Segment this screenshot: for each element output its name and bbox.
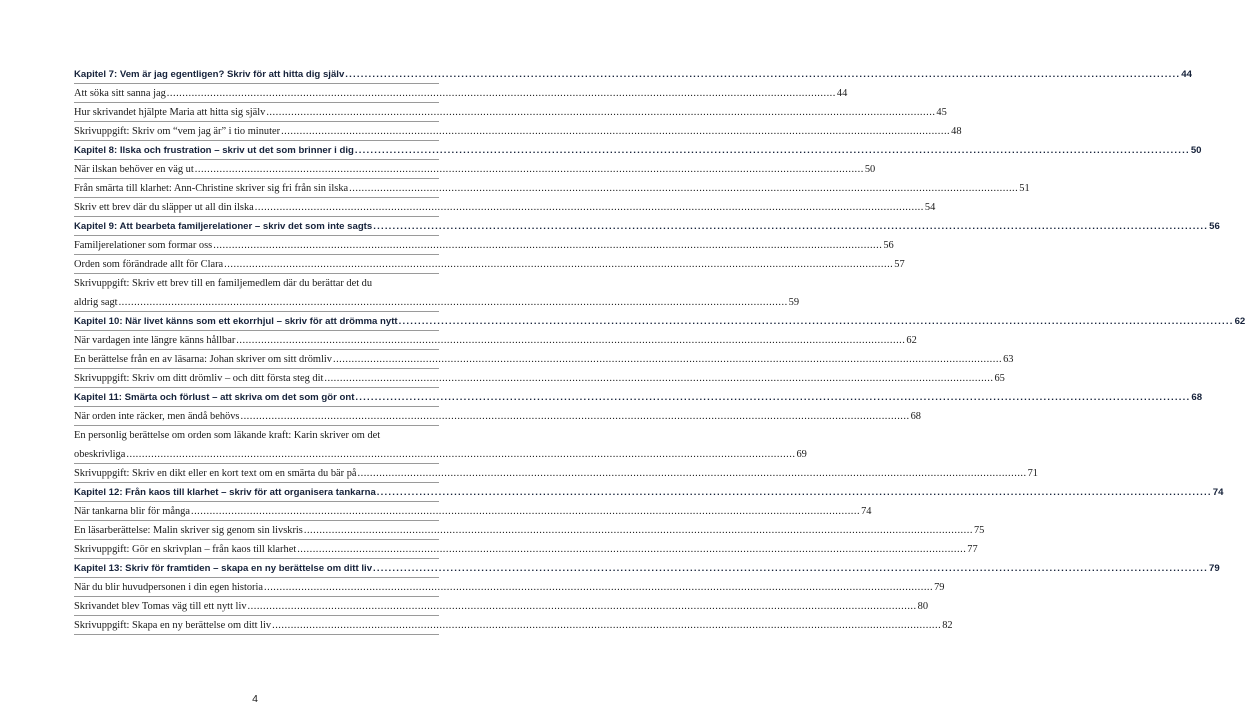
toc-entry-page-number: 44 — [836, 88, 848, 99]
toc-entry-title-line1: En personlig berättelse om orden som läkande kraft: Karin skriver om det — [74, 430, 381, 441]
toc-entry-title: Orden som förändrade allt för Clara — [74, 259, 224, 270]
toc-entry-page-number: 56 — [1209, 221, 1220, 232]
dot-leader — [377, 483, 1212, 502]
toc-chapter-entry[interactable] — [74, 312, 1245, 331]
toc-entry-title: Från smärta till klarhet: Ann-Christine skriver sig fri från sin ilska — [74, 183, 349, 194]
toc-entry-title: Kapitel 12: Från kaos till klarhet – skriv för att organisera tankarna — [74, 487, 376, 498]
dot-leader — [281, 122, 950, 141]
toc-entry-page-number: 71 — [1027, 468, 1038, 479]
toc-entry-title: Kapitel 13: Skriv för framtiden – skapa en ny berättelse om ditt liv — [74, 563, 373, 574]
dot-leader — [119, 293, 788, 312]
toc-entry-title: Kapitel 11: Smärta och förlust – att skriva om det som gör ont — [74, 392, 355, 403]
toc-entry-title: obeskrivliga — [74, 449, 126, 460]
toc-entry-page-number: 79 — [934, 582, 945, 593]
dot-leader — [349, 179, 1018, 198]
toc-entry-page-number: 68 — [1191, 392, 1203, 403]
dot-leader — [358, 464, 1027, 483]
toc-entry-title: Att söka sitt sanna jag — [74, 88, 166, 99]
toc-entry-page-number: 75 — [973, 525, 985, 536]
toc-entry-page-number: 82 — [942, 620, 953, 631]
dot-leader — [236, 331, 905, 350]
dot-leader — [126, 445, 795, 464]
toc-entry-page-number: 74 — [1212, 487, 1224, 498]
toc-entry-title: En läsarberättelse: Malin skriver sig genom sin livskris — [74, 525, 303, 536]
toc-section-entry[interactable] — [74, 502, 872, 521]
toc-section-entry[interactable] — [74, 407, 921, 426]
dot-leader — [355, 141, 1190, 160]
toc-entry-page-number: 56 — [883, 240, 894, 251]
toc-entry-title: Kapitel 10: När livet känns som ett ekorrhjul – skriv för att drömma nytt — [74, 316, 398, 327]
page-number: 4 — [252, 693, 258, 705]
toc-section-entry[interactable] — [74, 274, 800, 312]
toc-entry-title: Familjerelationer som formar oss — [74, 240, 213, 251]
toc-entry-page-number: 62 — [906, 335, 917, 346]
toc-section-entry[interactable] — [74, 255, 905, 274]
toc-entry-page-number: 68 — [910, 411, 921, 422]
toc-entry-title: Kapitel 8: Ilska och frustration – skriv ut det som brinner i dig — [74, 145, 354, 156]
toc-entry-title: aldrig sagt — [74, 297, 118, 308]
toc-entry-page-number: 54 — [924, 202, 936, 213]
toc-section-entry[interactable] — [74, 369, 1005, 388]
toc-section-entry[interactable] — [74, 540, 978, 559]
toc-entry-page-number: 79 — [1208, 563, 1220, 574]
dot-leader — [195, 160, 864, 179]
toc-section-entry[interactable] — [74, 578, 945, 597]
toc-chapter-entry[interactable] — [74, 388, 1203, 407]
dot-leader — [248, 597, 917, 616]
toc-entry-page-number: 44 — [1181, 69, 1192, 80]
toc-entry-page-number: 48 — [951, 126, 962, 137]
toc-entry-title: När orden inte räcker, men ändå behövs — [74, 411, 240, 422]
toc-section-entry[interactable] — [74, 179, 1030, 198]
toc-entry-page-number: 77 — [967, 544, 978, 555]
toc-section-entry[interactable] — [74, 84, 848, 103]
dot-leader — [345, 65, 1180, 84]
dot-leader — [266, 103, 935, 122]
dot-leader — [224, 255, 893, 274]
dot-leader — [373, 217, 1208, 236]
toc-section-entry[interactable] — [74, 616, 953, 635]
toc-section-entry[interactable] — [74, 350, 1014, 369]
toc-entry-page-number: 74 — [861, 506, 872, 517]
toc-section-entry[interactable] — [74, 122, 962, 141]
dot-leader — [399, 312, 1234, 331]
toc-entry-title: Kapitel 9: Att bearbeta familjerelationer – skriv det som inte sagts — [74, 221, 373, 232]
toc-section-entry[interactable] — [74, 160, 876, 179]
dot-leader — [272, 616, 941, 635]
toc-entry-title: En berättelse från en av läsarna: Johan skriver om sitt drömliv — [74, 354, 332, 365]
dot-leader — [324, 369, 993, 388]
toc-section-entry[interactable] — [74, 521, 985, 540]
toc-entry-page-number: 63 — [1003, 354, 1014, 365]
toc-entry-title: När ilskan behöver en väg ut — [74, 164, 194, 175]
toc-entry-title: Hur skrivandet hjälpte Maria att hitta sig själv — [74, 107, 266, 118]
toc-entry-title: Skriv ett brev där du släpper ut all din ilska — [74, 202, 254, 213]
toc-entry-page-number: 62 — [1234, 316, 1245, 327]
toc-entry-page-number: 51 — [1019, 183, 1030, 194]
toc-entry-page-number: 57 — [894, 259, 905, 270]
toc-section-entry[interactable] — [74, 464, 1038, 483]
toc-section-entry[interactable] — [74, 198, 936, 217]
dot-leader — [240, 407, 909, 426]
dot-leader — [333, 350, 1002, 369]
toc-chapter-entry[interactable] — [74, 65, 1192, 84]
toc-entry-title: Kapitel 7: Vem är jag egentligen? Skriv för att hitta dig själv — [74, 69, 345, 80]
toc-entry-title: Skrivandet blev Tomas väg till ett nytt liv — [74, 601, 247, 612]
dot-leader — [213, 236, 882, 255]
dot-leader — [255, 198, 924, 217]
dot-leader — [297, 540, 966, 559]
table-of-contents — [74, 65, 1245, 635]
toc-entry-page-number: 69 — [796, 449, 807, 460]
toc-section-entry[interactable] — [74, 597, 929, 616]
toc-section-entry[interactable] — [74, 103, 947, 122]
toc-entry-page-number: 59 — [788, 297, 800, 308]
dot-leader — [355, 388, 1190, 407]
toc-entry-page-number: 50 — [864, 164, 876, 175]
toc-entry-title: Skrivuppgift: Skriv om ditt drömliv – och ditt första steg dit — [74, 373, 324, 384]
toc-entry-title: Skrivuppgift: Gör en skrivplan – från kaos till klarhet — [74, 544, 297, 555]
dot-leader — [304, 521, 973, 540]
toc-chapter-entry[interactable] — [74, 483, 1224, 502]
toc-entry-title-line1: Skrivuppgift: Skriv ett brev till en familjemedlem där du berättar det du — [74, 278, 373, 289]
toc-entry-page-number: 65 — [994, 373, 1005, 384]
toc-entry-title: När du blir huvudpersonen i din egen historia — [74, 582, 264, 593]
toc-entry-page-number: 45 — [936, 107, 947, 118]
toc-section-entry[interactable] — [74, 331, 917, 350]
toc-entry-title: När vardagen inte längre känns hållbar — [74, 335, 236, 346]
toc-chapter-entry[interactable] — [74, 217, 1220, 236]
toc-entry-page-number: 80 — [917, 601, 929, 612]
dot-leader — [167, 84, 836, 103]
toc-entry-title: När tankarna blir för många — [74, 506, 190, 517]
dot-leader — [191, 502, 860, 521]
toc-chapter-entry[interactable] — [74, 559, 1220, 578]
toc-entry-title: Skrivuppgift: Skapa en ny berättelse om ditt liv — [74, 620, 272, 631]
toc-section-entry[interactable] — [74, 426, 807, 464]
toc-chapter-entry[interactable] — [74, 141, 1202, 160]
toc-entry-page-number: 50 — [1190, 145, 1202, 156]
toc-section-entry[interactable] — [74, 236, 894, 255]
dot-leader — [264, 578, 933, 597]
toc-entry-title: Skrivuppgift: Skriv en dikt eller en kort text om en smärta du bär på — [74, 468, 357, 479]
dot-leader — [373, 559, 1208, 578]
toc-entry-title: Skrivuppgift: Skriv om “vem jag är” i tio minuter — [74, 126, 281, 137]
